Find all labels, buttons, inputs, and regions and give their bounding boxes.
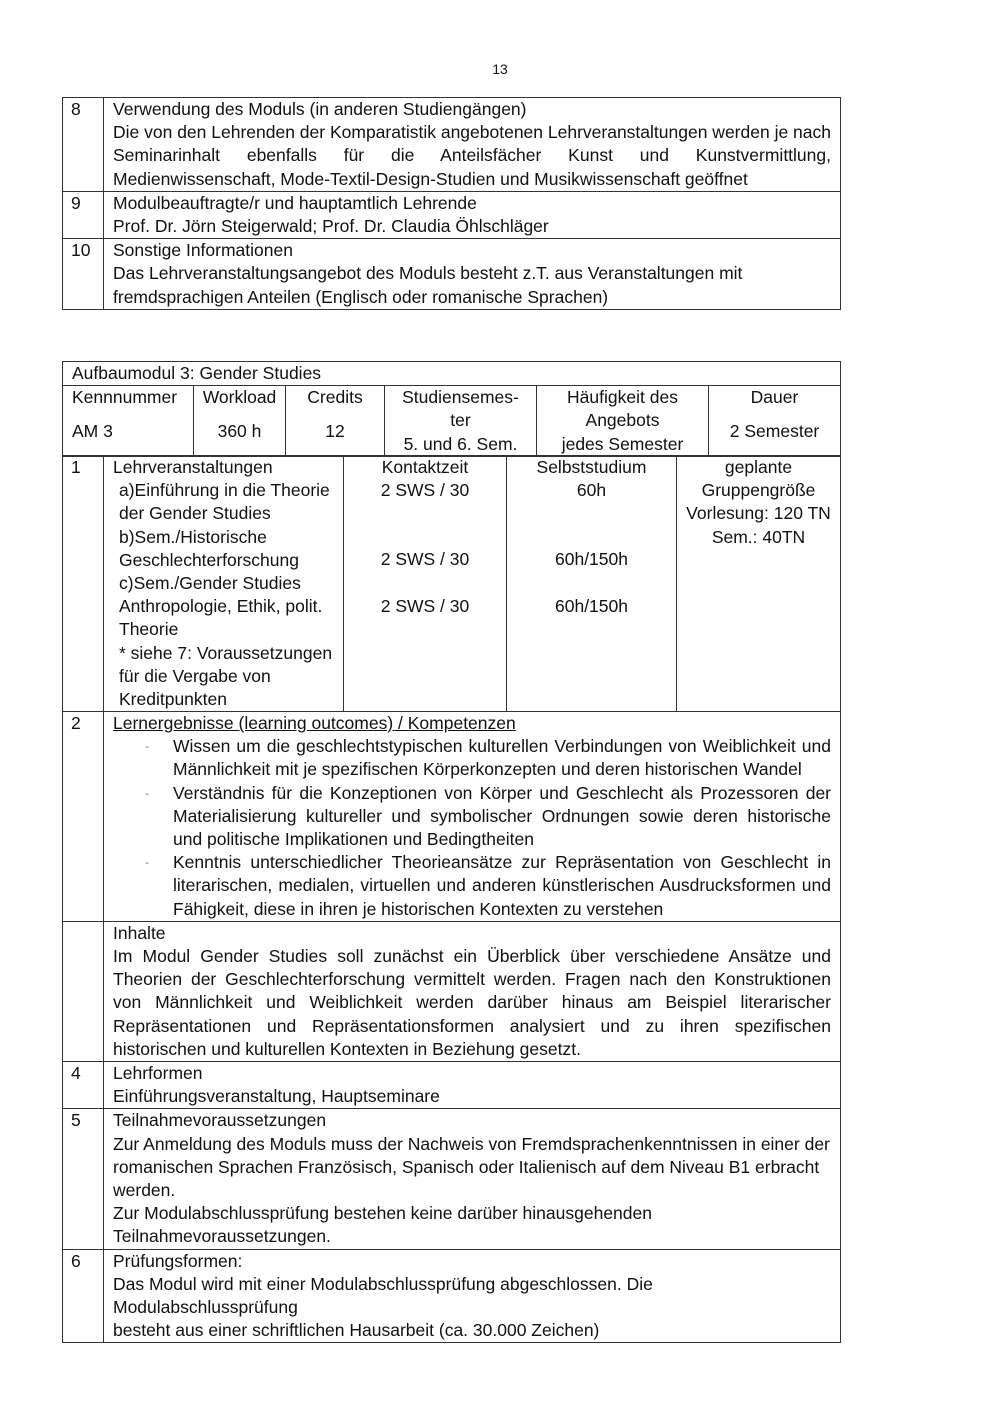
row-number: 6 xyxy=(63,1249,104,1343)
module-header-table xyxy=(62,361,841,457)
list-item: der Gender Studies xyxy=(119,503,271,524)
section-title: Verwendung des Moduls (in anderen Studiengängen) xyxy=(113,99,527,119)
courses-title: Lehrveranstaltungen xyxy=(113,457,273,477)
section-title: Inhalte xyxy=(113,922,166,943)
section-body-line: Zur Anmeldung des Moduls muss der Nachweis von Fremdsprachenkenntnissen in einer der xyxy=(113,1133,830,1154)
kontaktzeit-title: Kontaktzeit xyxy=(381,457,469,477)
section-body-line: Das Lehrveranstaltungsangebot des Moduls besteht z.T. aus Veranstaltungen mit xyxy=(113,263,743,284)
module-continuation-table xyxy=(62,97,841,310)
row-number: 2 xyxy=(63,712,104,922)
list-item: b)Sem./Historische xyxy=(119,526,267,547)
value-kennnummer: AM 3 xyxy=(72,421,113,442)
header-studiensemester: Studiensemes- xyxy=(402,387,519,408)
selbststudium-c: 60h/150h xyxy=(555,595,628,616)
table-row xyxy=(63,1249,841,1343)
dash-bullet: - xyxy=(145,739,149,754)
list-item: - Wissen um die geschlechtstypischen kulturellen Verbindungen von Weiblichkeit und Männlichkeit mit je spezifischen Körperkonzepten und deren historischen Wandel xyxy=(145,736,831,780)
list-item: Kreditpunkten xyxy=(119,689,227,710)
header-haeufigkeit-cont: Angebots xyxy=(585,410,660,431)
selbststudium-a: 60h xyxy=(576,480,607,501)
selbststudium-title: Selbststudium xyxy=(536,457,647,477)
list-item: Anthropologie, Ethik, polit. xyxy=(119,596,323,617)
learning-outcomes-list xyxy=(113,735,831,921)
section-body-line: Das Modul wird mit einer Modulabschlussprüfung abgeschlossen. Die Modulabschlussprüfung xyxy=(113,1273,653,1318)
section-body-line: werden. xyxy=(113,1180,176,1201)
gruppengroesse-line: geplante xyxy=(724,457,793,477)
section-body-line: romanischen Sprachen Französisch, Spanisch oder Italienisch auf dem Niveau B1 erbracht xyxy=(113,1156,820,1177)
list-item: Theorie xyxy=(119,619,179,640)
value-workload: 360 h xyxy=(217,421,262,442)
section-body: Die von den Lehrenden der Komparatistik angebotenen Lehrveranstaltungen werden je nach Seminarinhalt ebenfalls für die Anteilsfächer Kunst und Kunstvermittlung, Medienwissenschaft, Mode-Textil-Design-Studien und Musikwissenschaft geöffnet xyxy=(113,122,831,189)
header-haeufigkeit: Häufigkeit des xyxy=(567,387,678,408)
table-row xyxy=(63,1062,841,1109)
kontaktzeit-b: 2 SWS / 30 xyxy=(380,549,470,570)
row-number: 10 xyxy=(63,239,104,310)
row-number: 5 xyxy=(63,1109,104,1249)
table-row xyxy=(63,1109,841,1249)
row-number xyxy=(63,921,104,1061)
header-dauer: Dauer xyxy=(750,387,799,408)
table-row xyxy=(63,712,841,922)
value-dauer: 2 Semester xyxy=(729,421,820,442)
list-item: - Kenntnis unterschiedlicher Theorieansätze zur Repräsentation von Geschlecht in literarischen, medialen, virtuellen und anderen künstlerischen Ausdrucksformen und Fähigkeit, diese in ihren je historischen Kontexten zu verstehen xyxy=(145,852,831,919)
gruppengroesse-line: Vorlesung: 120 TN xyxy=(686,503,831,524)
section-title: Modulbeauftragte/r und hauptamtlich Lehrende xyxy=(113,192,477,213)
table-row xyxy=(63,239,841,310)
list-item: c)Sem./Gender Studies xyxy=(119,573,301,594)
list-item: a)Einführung in die Theorie xyxy=(119,480,330,501)
section-body-line: fremdsprachigen Anteilen (Englisch oder romanische Sprachen) xyxy=(113,286,609,307)
section-body: Im Modul Gender Studies soll zunächst ein Überblick über verschiedene Ansätze und Theorien der Geschlechterforschung vermittelt werden. Fragen nach den Konstruktionen von Männlichkeit und Weiblichkeit werden darüber hinaus am Beispiel literarischer Repräsentationen und Repräsentationsformen analysiert und zu ihren spezifischen historischen und kulturellen Kontexten in Beziehung gesetzt. xyxy=(113,946,831,1059)
section-body-line: besteht aus einer schriftlichen Hausarbeit (ca. 30.000 Zeichen) xyxy=(113,1320,600,1341)
header-credits: Credits xyxy=(307,387,363,408)
module-title: Aufbaumodul 3: Gender Studies xyxy=(63,362,841,386)
header-studiensemester-cont: ter xyxy=(450,410,471,431)
section-title: Lernergebnisse (learning outcomes) / Kompetenzen xyxy=(113,713,516,733)
list-item: * siehe 7: Voraussetzungen xyxy=(119,642,333,663)
dash-bullet: - xyxy=(145,855,149,870)
dash-bullet: - xyxy=(145,785,149,800)
section-body: Prof. Dr. Jörn Steigerwald; Prof. Dr. Claudia Öhlschläger xyxy=(113,216,549,237)
section-body-line: Zur Modulabschlussprüfung bestehen keine darüber hinausgehenden xyxy=(113,1203,652,1224)
row-number: 9 xyxy=(63,191,104,238)
row-number: 1 xyxy=(63,456,104,712)
section-body-line: Teilnahmevoraussetzungen. xyxy=(113,1226,331,1247)
table-row xyxy=(63,921,841,1061)
row-number: 8 xyxy=(63,98,104,192)
module-details-table xyxy=(62,711,841,1343)
header-workload: Workload xyxy=(202,387,277,408)
value-studiensemester: 5. und 6. Sem. xyxy=(403,433,518,454)
kontaktzeit-a: 2 SWS / 30 xyxy=(380,480,470,501)
gruppengroesse-line: Sem.: 40TN xyxy=(711,526,806,547)
table-row xyxy=(63,98,841,192)
kontaktzeit-c: 2 SWS / 30 xyxy=(380,595,470,616)
list-item: - Verständnis für die Konzeptionen von Körper und Geschlecht als Prozessoren der Materialisierung kultureller und symbolischer Ordnungen sowie deren historische und politische Implikationen und Bedingtheiten xyxy=(145,782,831,850)
selbststudium-b: 60h/150h xyxy=(555,549,628,570)
courses-table xyxy=(62,455,841,712)
gruppengroesse-line: Gruppengröße xyxy=(701,480,816,501)
value-credits: 12 xyxy=(325,421,345,442)
row-number: 4 xyxy=(63,1062,104,1109)
header-kennnummer: Kennnummer xyxy=(72,387,178,408)
value-haeufigkeit: jedes Semester xyxy=(561,433,684,454)
list-item: für die Vergabe von xyxy=(119,665,271,686)
page-number: 13 xyxy=(492,61,508,77)
table-row xyxy=(63,191,841,238)
section-title: Prüfungsformen: xyxy=(113,1250,243,1271)
section-body: Einführungsveranstaltung, Hauptseminare xyxy=(113,1086,440,1107)
section-title: Teilnahmevoraussetzungen xyxy=(113,1110,327,1131)
section-title: Sonstige Informationen xyxy=(113,240,293,261)
courses-list xyxy=(113,479,343,711)
section-title: Lehrformen xyxy=(113,1063,203,1084)
list-item: Geschlechterforschung xyxy=(119,549,299,570)
